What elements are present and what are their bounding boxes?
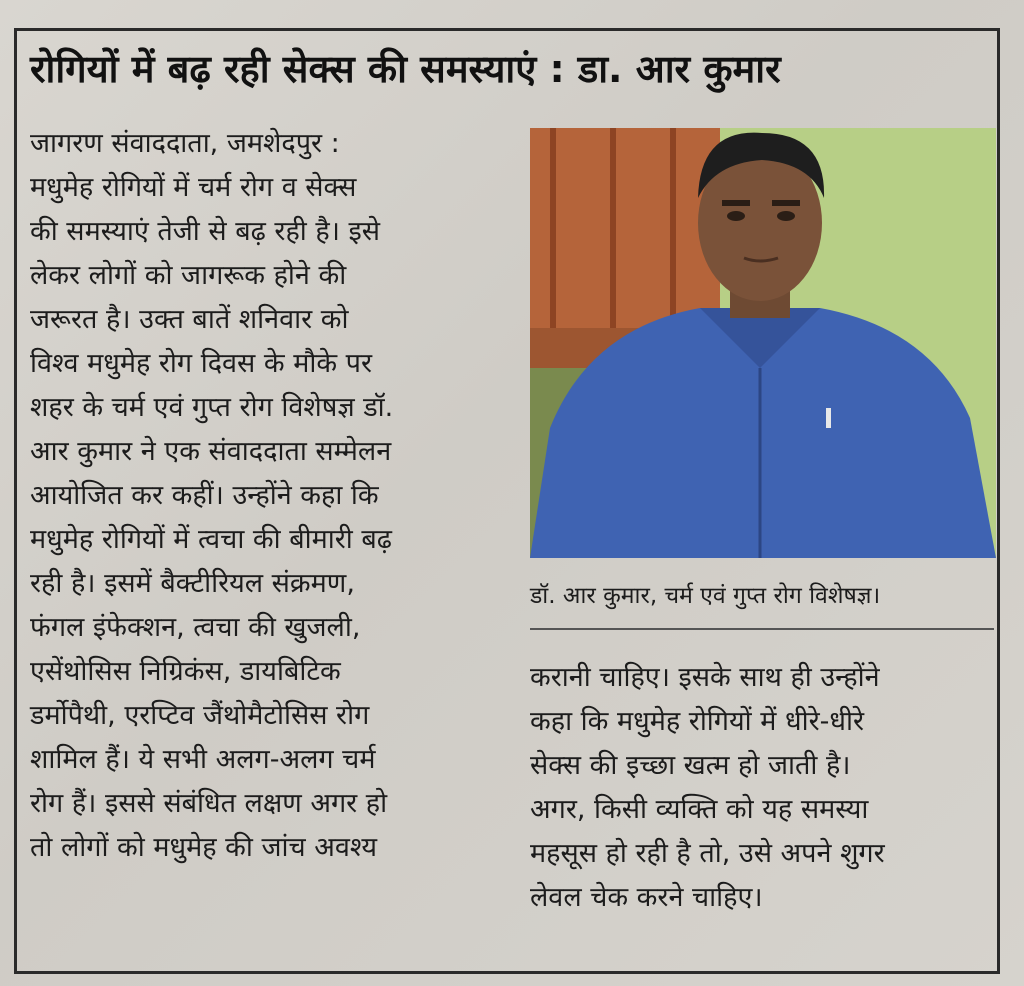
body-line: अगर, किसी व्यक्ति को यह समस्या: [530, 794, 869, 825]
photo-caption: डॉ. आर कुमार, चर्म एवं गुप्त रोग विशेषज्ञ।: [530, 583, 881, 609]
portrait-photo: [530, 128, 996, 558]
body-line: जागरण संवाददाता, जमशेदपुर :: [30, 128, 340, 159]
body-line: शहर के चर्म एवं गुप्त रोग विशेषज्ञ डॉ.: [30, 392, 394, 423]
body-line: आर कुमार ने एक संवाददाता सम्मेलन: [30, 436, 392, 467]
body-line: एसेंथोसिस निग्रिकंस, डायबिटिक: [30, 656, 341, 687]
body-line: महसूस हो रही है तो, उसे अपने शुगर: [530, 838, 885, 869]
body-line: रोग हैं। इससे संबंधित लक्षण अगर हो: [30, 788, 388, 819]
body-line: की समस्याएं तेजी से बढ़ रही है। इसे: [30, 216, 381, 247]
article-body-left-column: [30, 122, 520, 870]
body-line: आयोजित कर कहीं। उन्होंने कहा कि: [30, 480, 379, 511]
body-line: लेवल चेक करने चाहिए।: [530, 882, 763, 913]
body-line: सेक्स की इच्छा खत्म हो जाती है।: [530, 750, 851, 781]
article-body-right-column: [530, 656, 990, 920]
portrait-photo-illustration: [530, 128, 996, 558]
body-line: रही है। इसमें बैक्टीरियल संक्रमण,: [30, 568, 355, 599]
body-line: शामिल हैं। ये सभी अलग-अलग चर्म: [30, 744, 376, 775]
caption-divider: [530, 628, 994, 630]
body-line: मधुमेह रोगियों में चर्म रोग व सेक्स: [30, 172, 357, 203]
body-line: जरूरत है। उक्त बातें शनिवार को: [30, 304, 349, 335]
body-line: फंगल इंफेक्शन, त्वचा की खुजली,: [30, 612, 361, 643]
body-line: करानी चाहिए। इसके साथ ही उन्होंने: [530, 662, 880, 693]
article-headline: रोगियों में बढ़ रही सेक्स की समस्याएं : डा. आर कुमार: [30, 47, 781, 91]
body-line: तो लोगों को मधुमेह की जांच अवश्य: [30, 832, 378, 863]
body-line: डर्मोपैथी, एरप्टिव जैंथोमैटोसिस रोग: [30, 700, 370, 731]
body-line: लेकर लोगों को जागरूक होने की: [30, 260, 347, 291]
body-line: कहा कि मधुमेह रोगियों में धीरे-धीरे: [530, 706, 864, 737]
body-line: विश्व मधुमेह रोग दिवस के मौके पर: [30, 348, 373, 379]
body-line: मधुमेह रोगियों में त्वचा की बीमारी बढ़: [30, 524, 392, 555]
